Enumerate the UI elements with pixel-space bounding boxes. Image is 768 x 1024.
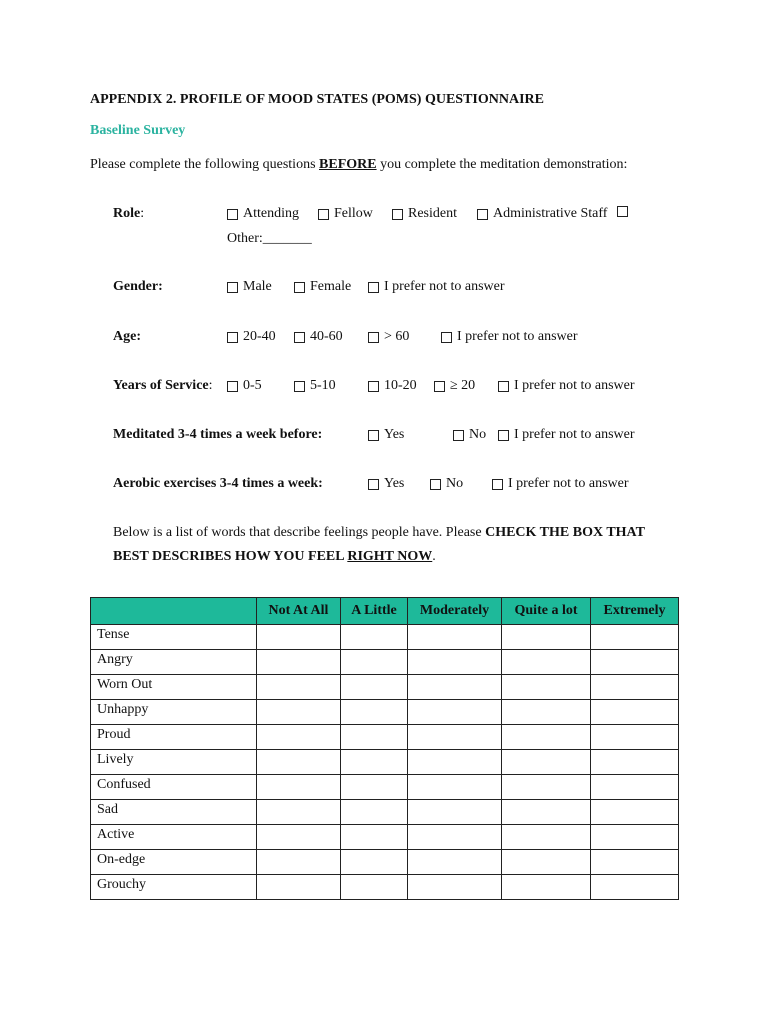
rating-cell[interactable]	[591, 625, 679, 650]
years-option-20-plus[interactable]	[434, 378, 475, 394]
years-option-5-10[interactable]	[294, 378, 336, 394]
gender-label: Gender:	[113, 279, 163, 294]
mood-word: Worn Out	[91, 675, 257, 700]
checkbox[interactable]	[227, 282, 238, 293]
rating-cell[interactable]	[502, 775, 591, 800]
rating-cell[interactable]	[591, 650, 679, 675]
checkbox[interactable]	[368, 381, 379, 392]
rating-cell[interactable]	[591, 850, 679, 875]
role-option-fellow[interactable]	[318, 206, 373, 222]
years-label-text: Years of Service	[113, 378, 209, 393]
column-header-moderately: Moderately	[408, 598, 502, 625]
mood-word: On-edge	[91, 850, 257, 875]
rating-cell[interactable]	[257, 625, 341, 650]
table-row	[91, 700, 679, 725]
checkbox[interactable]	[434, 381, 445, 392]
table-row	[91, 750, 679, 775]
rating-cell[interactable]	[408, 875, 502, 900]
rating-cell[interactable]	[341, 650, 408, 675]
checkbox[interactable]	[498, 430, 509, 441]
checkbox[interactable]	[492, 479, 503, 490]
table-row	[91, 675, 679, 700]
rating-cell[interactable]	[502, 625, 591, 650]
checkbox[interactable]	[368, 430, 379, 441]
role-label-colon: :	[140, 206, 145, 221]
rating-cell[interactable]	[502, 700, 591, 725]
role-option-administrative-staff[interactable]	[477, 206, 607, 222]
rating-cell[interactable]	[257, 825, 341, 850]
rating-cell[interactable]	[257, 750, 341, 775]
rating-cell[interactable]	[502, 725, 591, 750]
intro-text	[90, 157, 627, 173]
rating-cell[interactable]	[341, 850, 408, 875]
intro-after: you complete the meditation demonstration:	[376, 157, 628, 172]
intro-before: Please complete the following questions	[90, 157, 320, 172]
age-option-label: I prefer not to answer	[457, 329, 578, 344]
age-option-label: > 60	[384, 329, 410, 344]
role-label-text: Role	[113, 206, 141, 221]
checkbox[interactable]	[368, 332, 379, 343]
intro-emphasis: BEFORE	[319, 157, 377, 172]
rating-cell[interactable]	[408, 850, 502, 875]
gender-option-male[interactable]	[227, 279, 272, 295]
rating-cell[interactable]	[257, 875, 341, 900]
rating-cell[interactable]	[341, 775, 408, 800]
checkbox[interactable]	[392, 209, 403, 220]
checkbox[interactable]	[441, 332, 452, 343]
rating-cell[interactable]	[341, 750, 408, 775]
rating-cell[interactable]	[502, 875, 591, 900]
checkbox[interactable]	[368, 479, 379, 490]
rating-cell[interactable]	[257, 650, 341, 675]
rating-cell[interactable]	[408, 800, 502, 825]
rating-cell[interactable]	[502, 650, 591, 675]
checkbox[interactable]	[368, 282, 379, 293]
column-header-quite-a-lot: Quite a lot	[502, 598, 591, 625]
rating-cell[interactable]	[341, 825, 408, 850]
meditated-option-yes[interactable]	[368, 427, 404, 443]
years-option-label: 0-5	[243, 378, 262, 393]
rating-cell[interactable]	[257, 725, 341, 750]
table-row	[91, 650, 679, 675]
aerobic-option-no[interactable]	[430, 476, 463, 492]
age-option-label: 40-60	[310, 329, 343, 344]
table-row	[91, 850, 679, 875]
role-other-field[interactable]: Other:_______	[227, 231, 312, 246]
column-header-word	[91, 598, 257, 625]
instructions-line-1	[113, 525, 645, 541]
table-header-row	[91, 598, 679, 625]
rating-cell[interactable]	[408, 700, 502, 725]
rating-cell[interactable]	[257, 800, 341, 825]
instructions-underlined: RIGHT NOW	[347, 549, 433, 564]
checkbox[interactable]	[227, 332, 238, 343]
instructions-line-2	[113, 549, 436, 565]
meditated-option-label: Yes	[384, 427, 405, 442]
mood-word: Tense	[91, 625, 257, 650]
aerobic-option-yes[interactable]	[368, 476, 404, 492]
checkbox[interactable]	[617, 206, 628, 217]
mood-word: Unhappy	[91, 700, 257, 725]
meditated-option-label: No	[469, 427, 487, 442]
gender-option-label: Male	[243, 279, 272, 294]
rating-cell[interactable]	[257, 775, 341, 800]
rating-cell[interactable]	[341, 625, 408, 650]
mood-word: Confused	[91, 775, 257, 800]
role-option-label: Resident	[408, 206, 457, 221]
instructions-bold: CHECK THE BOX THAT	[485, 525, 645, 540]
rating-cell[interactable]	[341, 675, 408, 700]
column-header-not-at-all: Not At All	[257, 598, 341, 625]
rating-cell[interactable]	[408, 825, 502, 850]
rating-cell[interactable]	[502, 800, 591, 825]
rating-cell[interactable]	[408, 725, 502, 750]
rating-cell[interactable]	[408, 750, 502, 775]
rating-cell[interactable]	[591, 825, 679, 850]
checkbox[interactable]	[318, 209, 329, 220]
checkbox[interactable]	[227, 381, 238, 392]
gender-option-label: Female	[310, 279, 352, 294]
rating-cell[interactable]	[408, 625, 502, 650]
role-label	[113, 206, 144, 222]
table-row	[91, 775, 679, 800]
checkbox[interactable]	[453, 430, 464, 441]
mood-table	[90, 597, 679, 900]
age-option-label: 20-40	[243, 329, 276, 344]
gender-option-prefer-not[interactable]	[368, 279, 505, 295]
aerobic-option-label: I prefer not to answer	[508, 476, 629, 491]
aerobic-label: Aerobic exercises 3-4 times a week:	[113, 476, 323, 491]
meditated-option-no[interactable]	[453, 427, 486, 443]
column-header-extremely: Extremely	[591, 598, 679, 625]
checkbox[interactable]	[294, 381, 305, 392]
gender-option-label: I prefer not to answer	[384, 279, 505, 294]
rating-cell[interactable]	[341, 700, 408, 725]
column-header-a-little: A Little	[341, 598, 408, 625]
instructions-end: .	[432, 549, 436, 564]
rating-cell[interactable]	[341, 875, 408, 900]
rating-cell[interactable]	[341, 725, 408, 750]
years-option-10-20[interactable]	[368, 378, 417, 394]
instructions-plain: Below is a list of words that describe feelings people have. Please	[113, 525, 486, 540]
aerobic-option-prefer-not[interactable]	[492, 476, 629, 492]
checkbox[interactable]	[294, 332, 305, 343]
rating-cell[interactable]	[257, 850, 341, 875]
age-option-40-60[interactable]	[294, 329, 343, 345]
role-option-attending[interactable]	[227, 206, 299, 222]
rating-cell[interactable]	[502, 850, 591, 875]
rating-cell[interactable]	[408, 775, 502, 800]
years-option-0-5[interactable]	[227, 378, 262, 394]
instructions-bold-2: BEST DESCRIBES HOW YOU FEEL	[113, 549, 348, 564]
mood-table-body	[91, 625, 679, 900]
rating-cell[interactable]	[257, 675, 341, 700]
rating-cell[interactable]	[591, 725, 679, 750]
mood-word: Grouchy	[91, 875, 257, 900]
mood-word: Sad	[91, 800, 257, 825]
role-option-other-checkbox[interactable]	[617, 206, 633, 217]
meditated-option-label: I prefer not to answer	[514, 427, 635, 442]
rating-cell[interactable]	[257, 700, 341, 725]
years-option-label: 5-10	[310, 378, 336, 393]
role-option-label: Fellow	[334, 206, 373, 221]
years-label-colon: :	[208, 378, 213, 393]
meditated-option-prefer-not[interactable]	[498, 427, 635, 443]
role-option-label: Attending	[243, 206, 299, 221]
age-option-20-40[interactable]	[227, 329, 276, 345]
years-option-label: 10-20	[384, 378, 417, 393]
age-option-over-60[interactable]	[368, 329, 409, 345]
aerobic-option-label: Yes	[384, 476, 405, 491]
mood-word: Active	[91, 825, 257, 850]
rating-cell[interactable]	[502, 825, 591, 850]
years-label	[113, 378, 213, 394]
rating-cell[interactable]	[591, 675, 679, 700]
checkbox[interactable]	[477, 209, 488, 220]
checkbox[interactable]	[430, 479, 441, 490]
rating-cell[interactable]	[591, 875, 679, 900]
table-row	[91, 725, 679, 750]
age-option-prefer-not[interactable]	[441, 329, 578, 345]
years-option-label: I prefer not to answer	[514, 378, 635, 393]
years-option-label: ≥ 20	[450, 378, 476, 393]
rating-cell[interactable]	[591, 750, 679, 775]
rating-cell[interactable]	[591, 775, 679, 800]
rating-cell[interactable]	[502, 750, 591, 775]
mood-word: Angry	[91, 650, 257, 675]
rating-cell[interactable]	[502, 675, 591, 700]
rating-cell[interactable]	[591, 700, 679, 725]
rating-cell[interactable]	[408, 675, 502, 700]
table-row	[91, 800, 679, 825]
mood-word: Lively	[91, 750, 257, 775]
checkbox[interactable]	[498, 381, 509, 392]
table-row	[91, 875, 679, 900]
rating-cell[interactable]	[341, 800, 408, 825]
checkbox[interactable]	[227, 209, 238, 220]
checkbox[interactable]	[294, 282, 305, 293]
years-option-prefer-not[interactable]	[498, 378, 635, 394]
section-subtitle: Baseline Survey	[90, 123, 186, 138]
age-label: Age:	[113, 329, 141, 344]
meditated-label: Meditated 3-4 times a week before:	[113, 427, 323, 442]
mood-word: Proud	[91, 725, 257, 750]
aerobic-option-label: No	[446, 476, 464, 491]
role-option-resident[interactable]	[392, 206, 457, 222]
table-row	[91, 825, 679, 850]
gender-option-female[interactable]	[294, 279, 351, 295]
rating-cell[interactable]	[591, 800, 679, 825]
role-option-label: Administrative Staff	[493, 206, 608, 221]
page-title: APPENDIX 2. PROFILE OF MOOD STATES (POMS) QUESTIONNAIRE	[90, 92, 544, 107]
rating-cell[interactable]	[408, 650, 502, 675]
table-row	[91, 625, 679, 650]
